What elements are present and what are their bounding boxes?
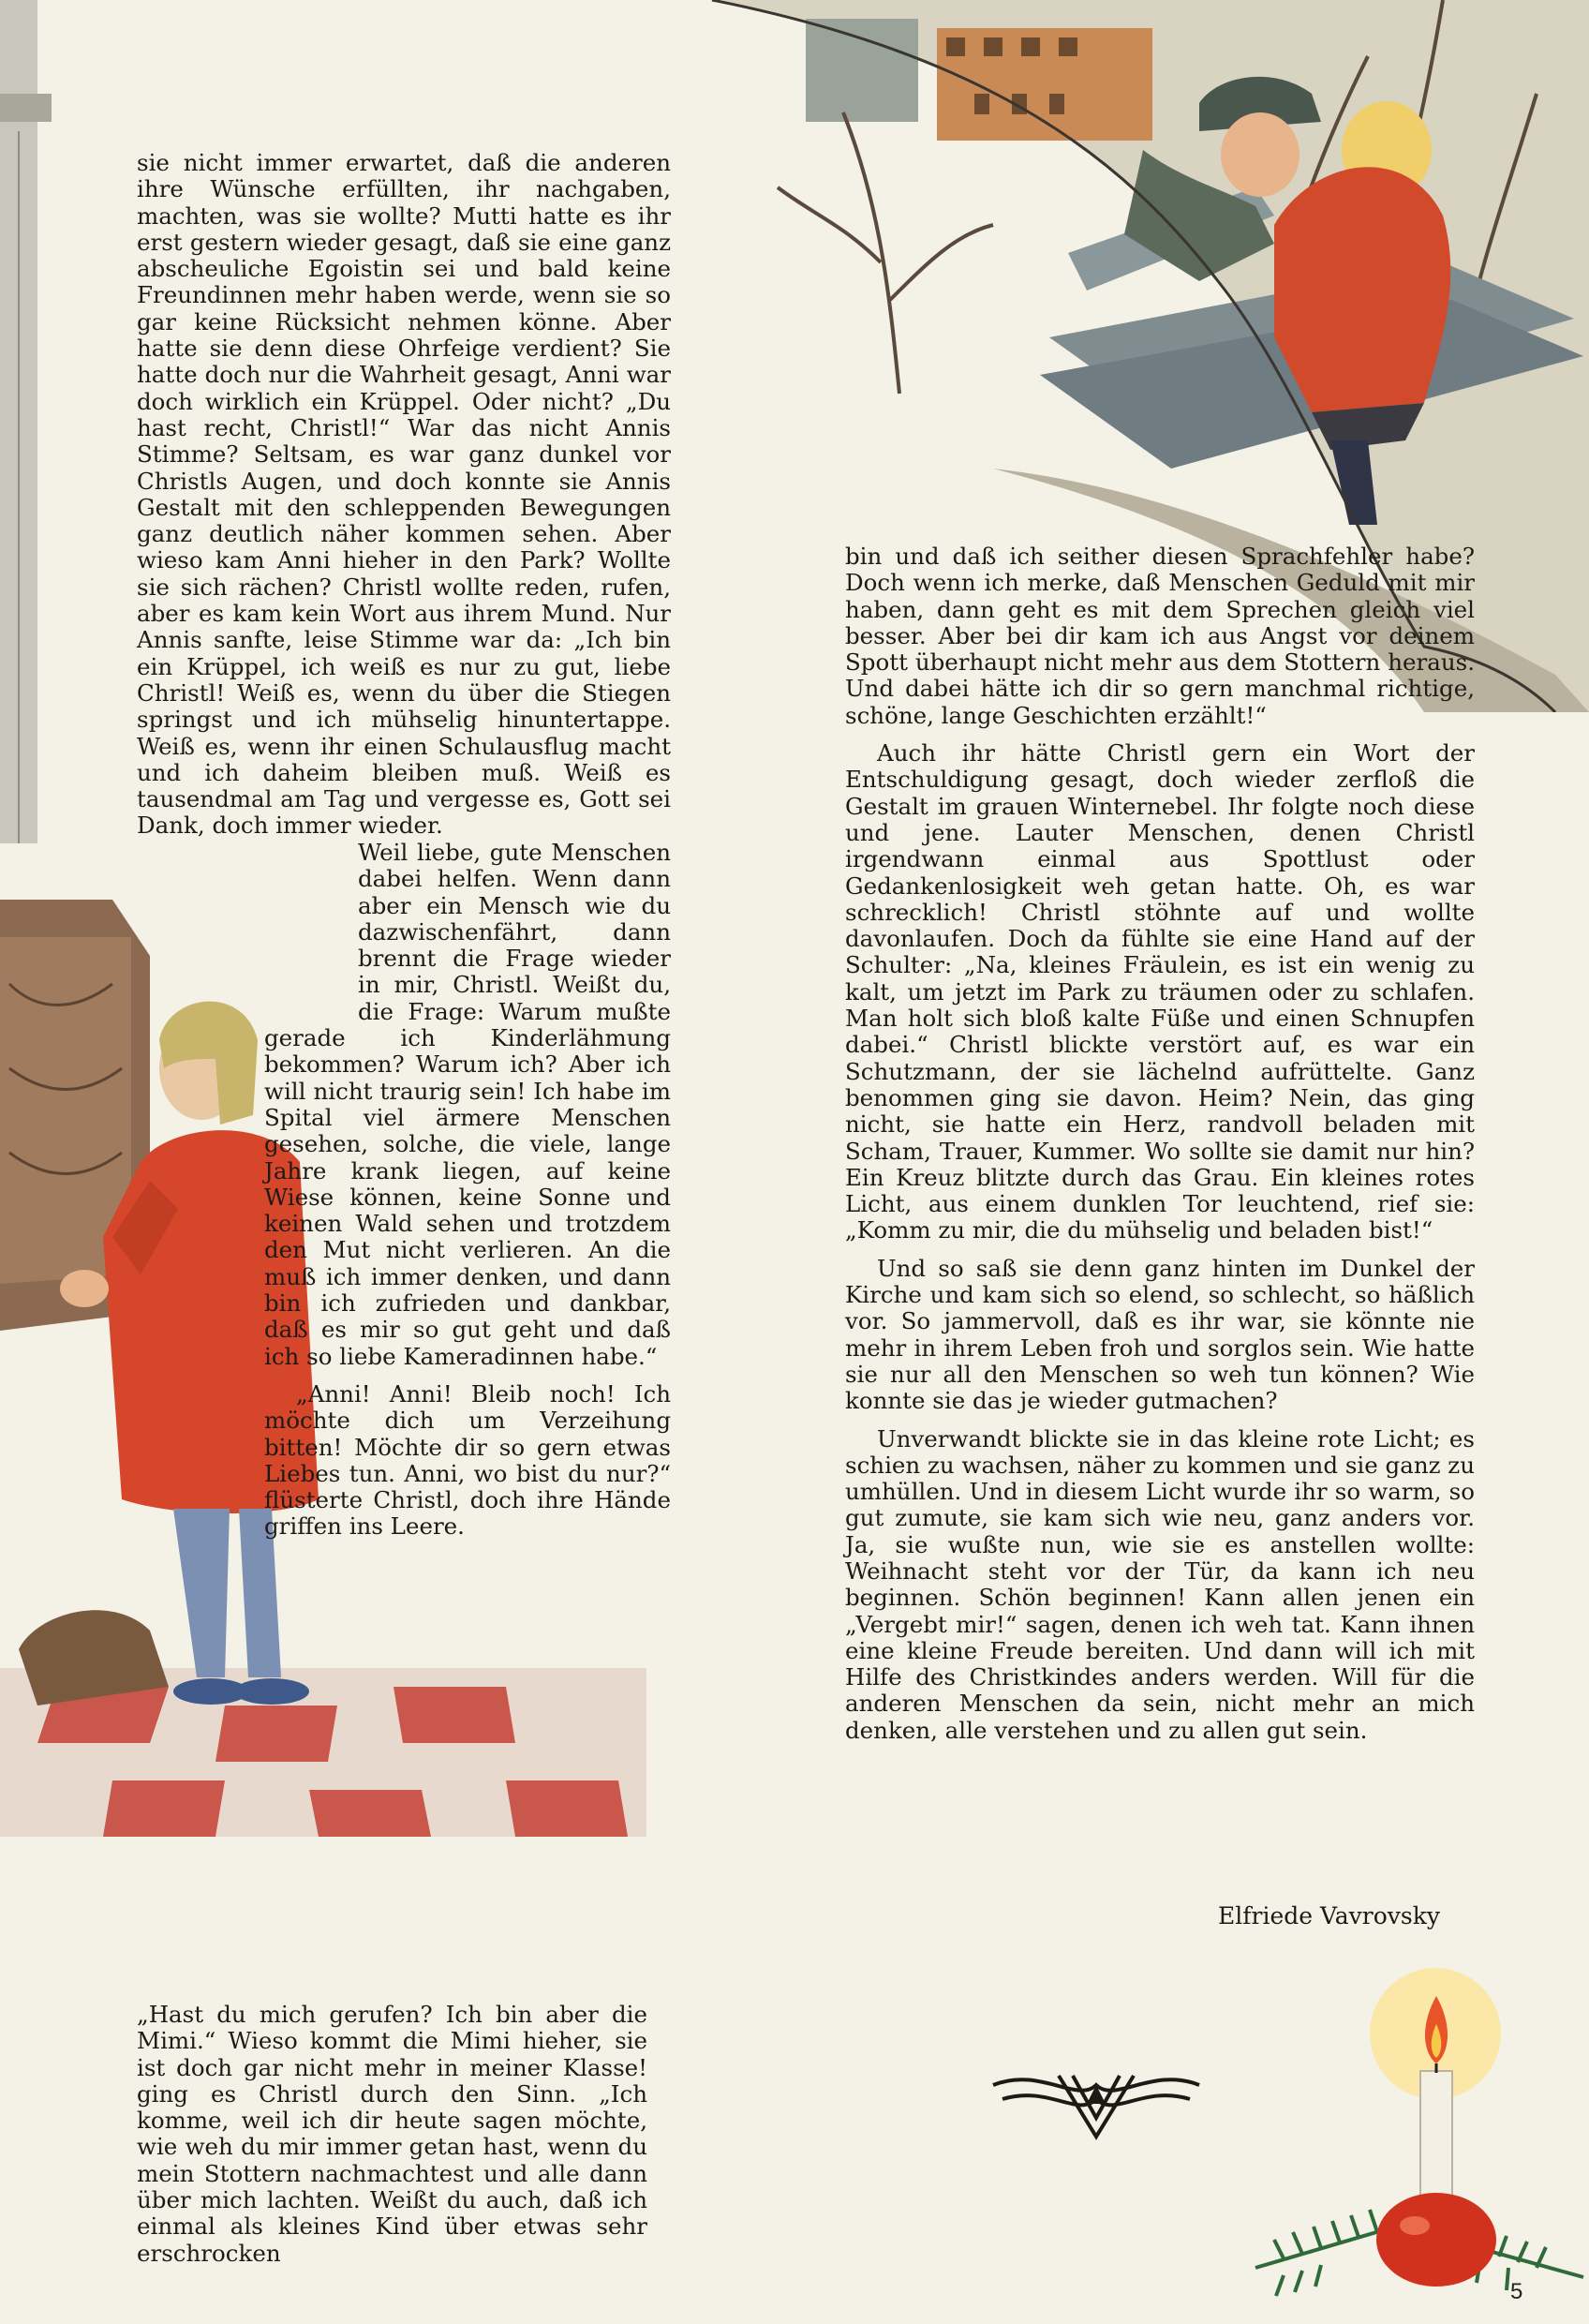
column-1-top-text [137, 150, 671, 840]
paragraph: Und so saß sie denn ganz hinten im Dunkel der Kirche und kam sich so elend, so schlecht, so häßlich vor. So jammervoll, daß es ihr war, sie könnte nie mehr in ihrem Leben froh und sorglos sein. Wie hatte sie nur all den Menschen so weh tun können? Wie konnte sie das je wieder gutmachen? [845, 1254, 1475, 1415]
paragraph: Unverwandt blickte sie in das kleine rote Licht; es schien zu wachsen, näher zu kommen und sie ganz zu umhüllen. Und in diesem Licht wurde ihr so warm, so gut zumute, sie kam sich wie neu, ganz anders vor. Ja, sie wußte nun, wie sie es anstellen wollte: Weihnacht steht vor der Tür, da kann ich neu beginnen. Schön beginnen! Kann allen jenen ein „Vergebt mir!“ sagen, denen ich weh tat. Kann ihnen eine kleine Freude bereiten. Und dann will ich mit Hilfe des Christkindes anders werden. Will für die anderen Menschen da sein, nicht mehr an mich denken, alle verstehen und zu allen gut sein. [845, 1424, 1475, 1744]
float-spacer [264, 840, 358, 1012]
paragraph: „Hast du mich gerufen? Ich bin aber die Mimi.“ Wieso kommt die Mimi hieher, sie ist doch gar nicht mehr in meiner Klasse! ging es Christl durch den Sinn. „Ich komme, weil ich dir heute sagen möchte, wie weh du mir immer getan hast, wenn du mein Stottern nachmachtest und alle dann über mich lachten. Weißt du auch, daß ich einmal als kleines Kind über etwas sehr erschrocken [137, 2001, 647, 2267]
paragraph-wrap: „Anni! Anni! Bleib noch! Ich möchte dich um Verzeihung bitten! Möchte dir so gern etwas Liebes tun. Anni, wo bist du nur?“ flüsterte Christl, doch ihre Hände griffen ins Leere. [264, 1379, 671, 1541]
pillar-illustration [0, 0, 56, 843]
column-2-text [845, 544, 1475, 1744]
column-1-bottom-text [137, 2002, 647, 2267]
paragraph: bin und daß ich seither diesen Sprachfehler habe? Doch wenn ich merke, daß Menschen Geduld mit mir haben, dann geht es mit dem Sprechen gleich viel besser. Aber bei dir kam ich aus Angst vor deinem Spott überhaupt nicht mehr aus dem Stottern heraus. Und dabei hätte ich dir so gern manchmal richtige, schöne, lange Geschichten erzählt!“ [845, 543, 1475, 729]
float-spacer [264, 1012, 358, 1013]
paragraph: sie nicht immer erwartet, daß die anderen ihre Wünsche erfüllten, ihr nachgaben, machten, was sie wollte? Mutti hatte es ihr erst gestern wieder gesagt, daß sie eine ganz abscheuliche Egoistin sei und bald keine Freundinnen mehr haben werde, wenn sie so gar keine Rücksicht nehmen könne. Aber hatte sie denn diese Ohrfeige verdient? Sie hatte doch nur die Wahrheit gesagt, Anni war doch wirklich ein Krüppel. Oder nicht? „Du hast recht, Christl!“ War das nicht Annis Stimme? Seltsam, es war ganz dunkel vor Christls Augen, und doch konnte sie Annis Gestalt mit den schleppenden Bewegungen ganz deutlich näher kommen sehen. Aber wieso kam Anni hieher in den Park? Wollte sie sich rächen? Christl wollte reden, rufen, aber es kam kein Wort aus ihrem Mund. Nur Annis sanfte, leise Stimme war da: „Ich bin ein Krüppel, ich weiß es nur zu gut, liebe Christl! Weiß es, wenn du über die Stiegen springst und ich mühselig hinuntertappe. Weiß es, wenn ihr einen Schulausflug macht und ich daheim bleiben muß. Weiß es tausendmal am Tag und vergesse es, Gott sei Dank, doch immer wieder. [137, 149, 671, 840]
author-signature: Elfriede Vavrovsky [1218, 1902, 1440, 1929]
page-number: 5 [1510, 2279, 1523, 2304]
paragraph: Auch ihr hätte Christl gern ein Wort der Entschuldigung gesagt, doch wieder zerfloß die Gestalt im grauen Winternebel. Ihr folgte noch diese und jene. Lauter Menschen, denen Christl irgendwann einmal aus Spottlust oder Gedankenlosigkeit weh getan hatte. Oh, es war schrecklich! Christl stöhnte auf und wollte davonlaufen. Doch da fühlte sie eine Hand auf der Schulter: „Na, kleines Fräulein, es ist ein wenig zu kalt, um jetzt im Park zu träumen oder zu schlafen. Man holt sich bloß kalte Füße und einen Schnupfen dabei.“ Christl blickte verstört auf, es war ein Schutzmann, der sie lächelnd aufrüttelte. Ganz benommen ging sie davon. Heim? Nein, das ging nicht, sie hatte ein Herz, randvoll beladen mit Scham, Trauer, Kummer. Wo sollte sie damit nur hin? Ein Kreuz blitzte durch das Grau. Ein kleines rotes Licht, aus einem dunklen Tor leuchtend, rief sie: „Komm zu mir, die du mühselig und beladen bist!“ [845, 739, 1475, 1244]
paragraph-wrap: Weil liebe, gute Menschen dabei helfen. Wenn dann aber ein Mensch wie du dazwischenfährt, dann brennt die Frage wieder in mir, Christl. Weißt du, die Frage: Warum mußte gerade ich Kinderlähmung bekommen? Warum ich? Aber ich will nicht traurig sein! Ich habe im Spital viel ärmere Menschen gesehen, solche, die viele, lange Jahre krank liegen, auf keine Wiese können, keine Sonne und keinen Wald sehen und trotzdem den Mut nicht verlieren. An die muß ich immer denken, und dann bin ich zufrieden und dankbar, daß es mir so gut geht und daß ich so liebe Kameradinnen habe.“ [264, 839, 671, 1370]
ornament-flourish-icon [984, 2048, 1209, 2151]
column-1-wrap-text [264, 840, 671, 1541]
candle-apple-illustration [1227, 1959, 1589, 2324]
